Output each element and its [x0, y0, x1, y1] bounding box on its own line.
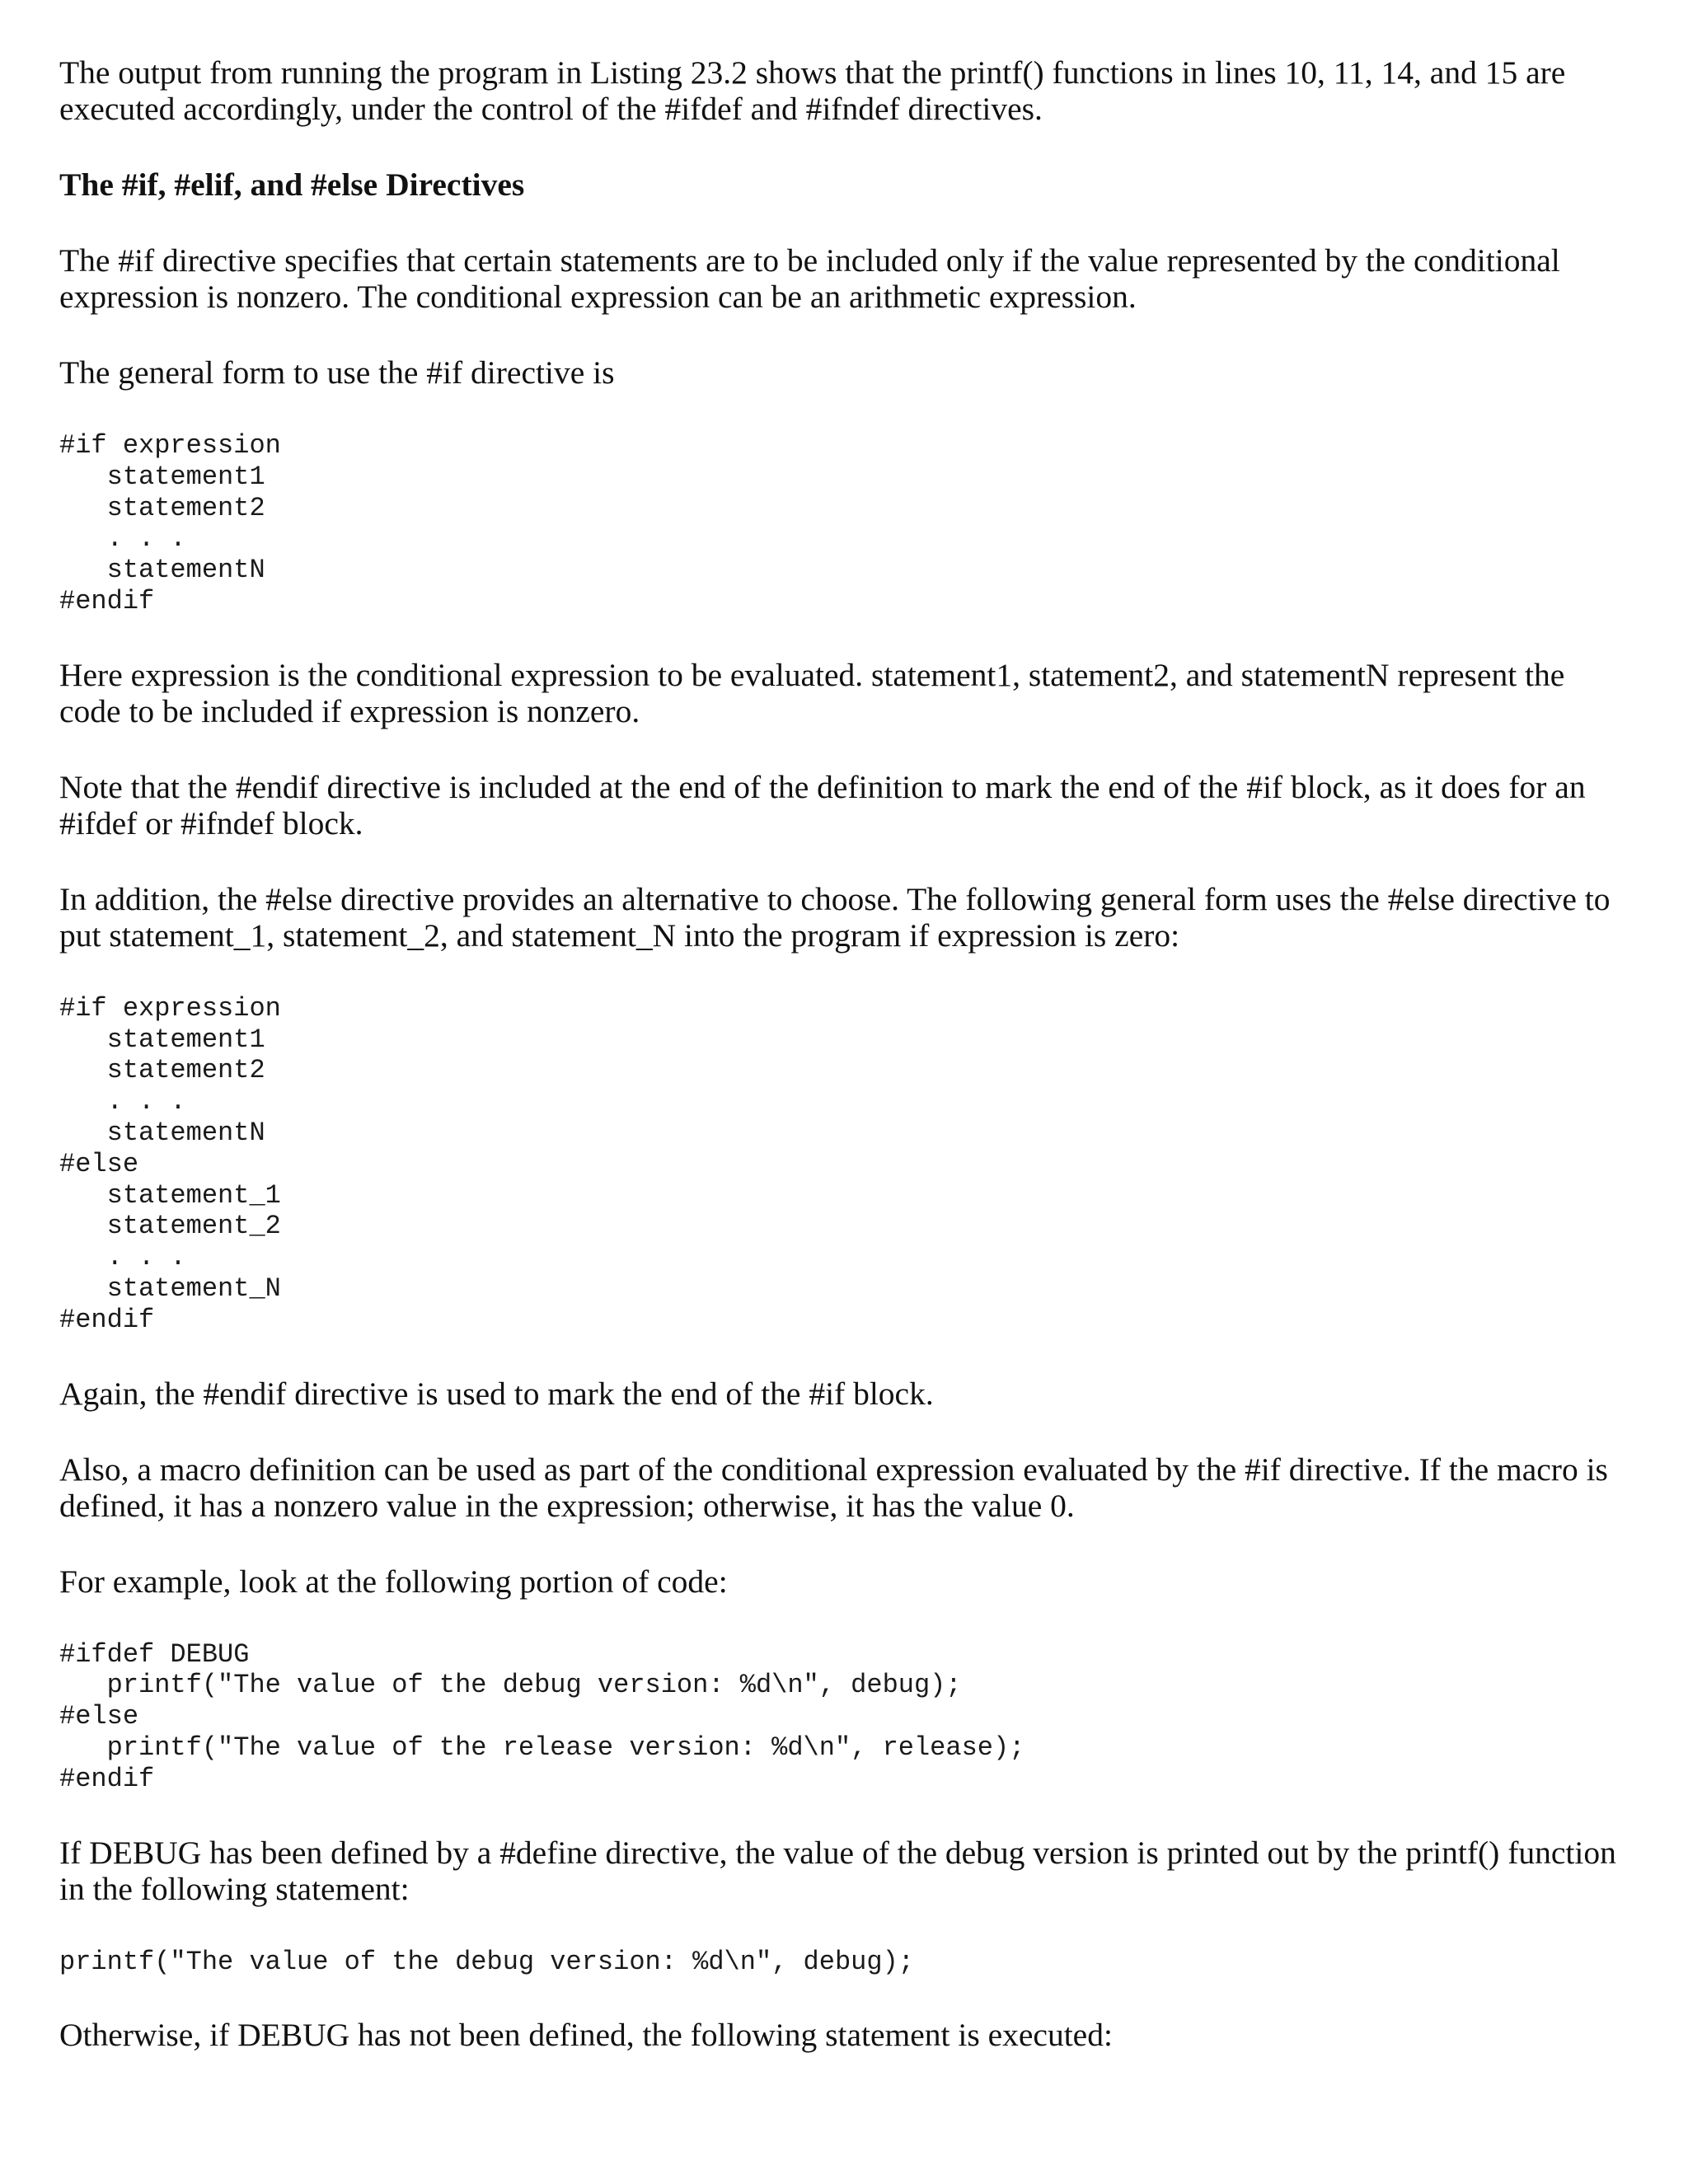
paragraph-debug-defined: If DEBUG has been defined by a #define directive, the value of the debug version is printed out by the printf() function in the following statement: — [59, 1834, 1616, 1907]
paragraph-if-directive: The #if directive specifies that certain statements are to be included only if the value represented by the conditional expression is nonzero. The conditional expression can be an arithmetic expression. — [59, 242, 1560, 315]
code-block-if-else: #if expression statement1 statement2 . . . statementN #else statement_1 statement_2 . . . statement_N #endif — [59, 992, 281, 1335]
paragraph-else-directive: In addition, the #else directive provides an alternative to choose. The following general form uses the #else directive to put statement_1, statement_2, and statement_N into the program if expression is zero: — [59, 880, 1611, 954]
section-heading: The #if, #elif, and #else Directives — [59, 166, 525, 203]
paragraph-endif-again: Again, the #endif directive is used to mark the end of the #if block. — [59, 1375, 934, 1412]
paragraph-general-form: The general form to use the #if directive is — [59, 354, 615, 391]
paragraph-example-intro: For example, look at the following portion of code: — [59, 1563, 728, 1600]
paragraph-expression-explained: Here expression is the conditional expression to be evaluated. statement1, statement2, and statementN represent the code to be included if expression is nonzero. — [59, 656, 1565, 729]
paragraph-listing-output: The output from running the program in Listing 23.2 shows that the printf() functions in lines 10, 11, 14, and 15 are executed accordingly, under the control of the #ifdef and #ifndef directives. — [59, 54, 1566, 127]
document-page — [59, 54, 1625, 2093]
code-line-debug-printf: printf("The value of the debug version: %d\n", debug); — [59, 1946, 914, 1977]
paragraph-macro-definition: Also, a macro definition can be used as part of the conditional expression evaluated by the #if directive. If the macro is defined, it has a nonzero value in the expression; otherwise, it has the value 0. — [59, 1451, 1608, 1524]
paragraph-endif-note: Note that the #endif directive is included at the end of the definition to mark the end of the #if block, as it does for an #ifdef or #ifndef block. — [59, 768, 1586, 841]
code-block-if: #if expression statement1 statement2 . . . statementN #endif — [59, 430, 281, 616]
code-block-ifdef-debug: #ifdef DEBUG printf("The value of the debug version: %d\n", debug); #else printf("The value of the release version: %d\n", release); #endif — [59, 1638, 1025, 1794]
paragraph-debug-not-defined: Otherwise, if DEBUG has not been defined, the following statement is executed: — [59, 2017, 1113, 2054]
